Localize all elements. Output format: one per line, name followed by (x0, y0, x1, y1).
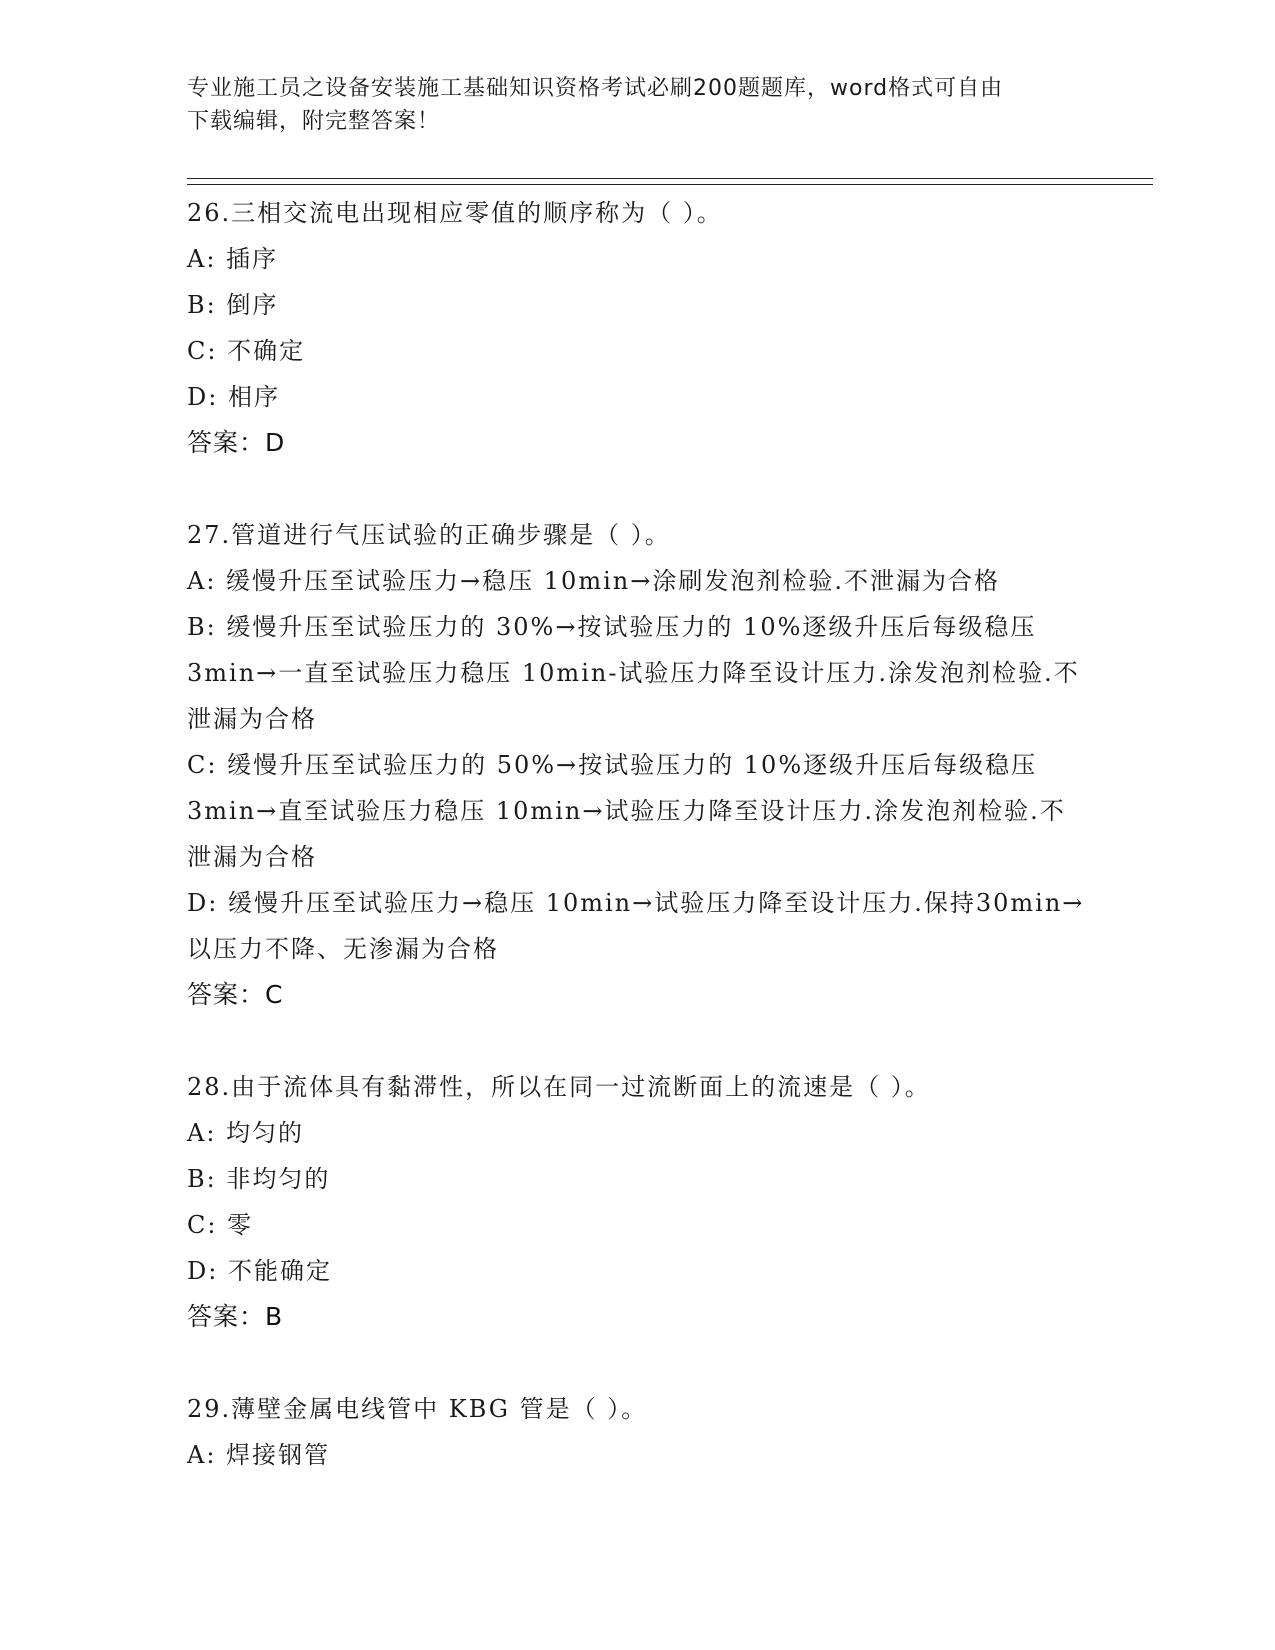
question-stem: 27.管道进行气压试验的正确步骤是（ ）。 (187, 521, 671, 549)
option-b: B: 缓慢升压至试验压力的 30%→按试验压力的 10%逐级升压后每级稳压 3min→一直至试验压力稳压 10min-试验压力降至设计压力.涂发泡剂检验.不泄漏为合格 (187, 613, 1080, 733)
header-divider-bottom (187, 184, 1153, 185)
option-a: A: 焊接钢管 (187, 1441, 331, 1469)
document-header (187, 72, 1087, 138)
option-c: C: 不确定 (187, 337, 306, 365)
option-d: D: 相序 (187, 383, 280, 411)
question-27 (187, 512, 1087, 1018)
option-d: D: 不能确定 (187, 1257, 332, 1285)
question-stem: 29.薄壁金属电线管中 KBG 管是（ ）。 (187, 1395, 648, 1423)
option-c: C: 零 (187, 1211, 254, 1239)
option-d: D: 缓慢升压至试验压力→稳压 10min→试验压力降至设计压力.保持30min→以压力不降、无渗漏为合格 (187, 889, 1085, 963)
option-c: C: 缓慢升压至试验压力的 50%→按试验压力的 10%逐级升压后每级稳压 3min→直至试验压力稳压 10min→试验压力降至设计压力.涂发泡剂检验.不泄漏为合格 (187, 751, 1066, 871)
option-a: A: 插序 (187, 245, 279, 273)
answer-line: 答案：B (187, 1302, 284, 1331)
question-stem: 28.由于流体具有黏滞性，所以在同一过流断面上的流速是（ ）。 (187, 1073, 931, 1101)
option-b: B: 倒序 (187, 291, 279, 319)
question-29 (187, 1386, 1087, 1478)
question-28 (187, 1064, 1087, 1340)
question-list (187, 190, 1087, 1524)
option-a: A: 缓慢升压至试验压力→稳压 10min→涂刷发泡剂检验.不泄漏为合格 (187, 567, 1000, 595)
option-a: A: 均匀的 (187, 1119, 305, 1147)
answer-line: 答案：C (187, 980, 284, 1009)
question-26 (187, 190, 1087, 466)
answer-line: 答案：D (187, 428, 286, 457)
header-line-1: 专业施工员之设备安装施工基础知识资格考试必刷200题题库，word格式可自由 (187, 76, 1004, 101)
option-b: B: 非均匀的 (187, 1165, 331, 1193)
header-divider-top (187, 178, 1153, 179)
question-stem: 26.三相交流电出现相应零值的顺序称为（ ）。 (187, 199, 723, 227)
header-line-2: 下载编辑，附完整答案！ (187, 109, 441, 134)
